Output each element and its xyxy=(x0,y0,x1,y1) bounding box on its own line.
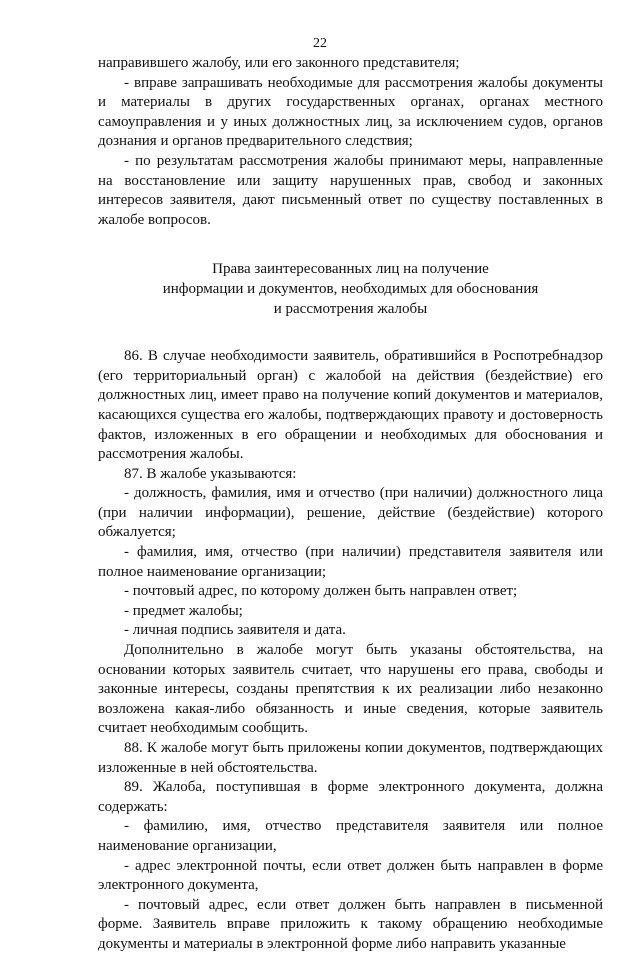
list-item: - фамилию, имя, отчество представителя заявителя или полное наименование организации, xyxy=(98,818,603,854)
paragraph: 87. В жалобе указываются: xyxy=(124,465,297,482)
list-item: - предмет жалобы; xyxy=(124,602,243,619)
page-number: 22 xyxy=(313,36,327,51)
list-item: - адрес электронной почты, если ответ должен быть направлен в форме электронного документа, xyxy=(98,857,603,894)
list-item: - почтовый адрес, если ответ должен быть направлен в письменной форме. Заявитель вправе приложить к такому обращению необходимые документы и материалы в электронной форме либо направить указанные xyxy=(98,896,603,952)
list-item: - должность, фамилия, имя и отчество (при наличии) должностного лица (при наличии информации), решение, действие (бездействие) которого обжалуется; xyxy=(98,485,603,541)
paragraph: - вправе запрашивать необходимые для рассмотрения жалобы документы и материалы в других государственных органах, органах местного самоуправления и у иных должностных лиц, за исключением судов, органов дознания и органов предварительного следствия; xyxy=(98,74,603,150)
section-heading: Права заинтересованных лиц на получение информации и документов, необходимых для обоснования и рассмотрения жалобы xyxy=(162,261,539,317)
page-text xyxy=(98,54,603,955)
list-item: - личная подпись заявителя и дата. xyxy=(124,622,346,639)
paragraph: 88. К жалобе могут быть приложены копии документов, подтверждающих изложенные в ней обстоятельства. xyxy=(98,740,603,776)
list-item: - фамилия, имя, отчество (при наличии) представителя заявителя или полное наименование организации; xyxy=(98,544,603,580)
paragraph: - по результатам рассмотрения жалобы принимают меры, направленные на восстановление или защиту нарушенных прав, свобод и законных интересов заявителя, дают письменный ответ по существу поставленных в жалобе вопросов. xyxy=(98,152,603,228)
paragraph: 89. Жалоба, поступившая в форме электронного документа, должна содержать: xyxy=(98,779,603,815)
paragraph: направившего жалобу, или его законного представителя; xyxy=(98,55,460,71)
list-item: - почтовый адрес, по которому должен быть направлен ответ; xyxy=(124,583,518,600)
paragraph: Дополнительно в жалобе могут быть указаны обстоятельства, на основании которых заявитель считает, что нарушены его права, свободы и законные интересы, созданы препятствия к их реализации либо незаконно возложена какая-либо обязанность и иные сведения, которые заявитель считает необходимым сообщить. xyxy=(98,642,603,737)
paragraph: 86. В случае необходимости заявитель, обратившийся в Роспотребнадзор (его территориальный орган) с жалобой на действия (бездействие) его должностных лиц, имеет право на получение копий документов и материалов, касающихся существа его жалобы, подтверждающих правоту и достоверность фактов, изложенных в его обращении и необходимых для обоснования и рассмотрения жалобы. xyxy=(98,348,603,463)
